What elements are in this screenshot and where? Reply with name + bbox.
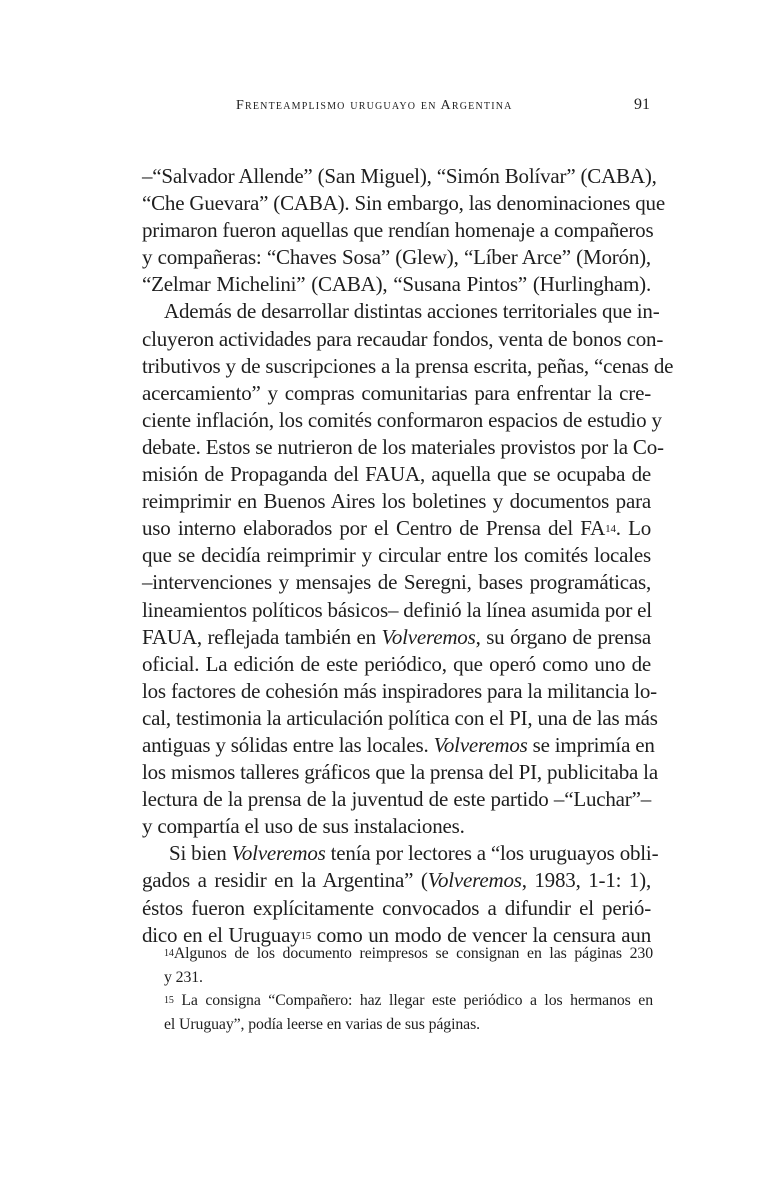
body-line: –intervenciones y mensajes de Seregni, bases programáticas, <box>142 570 651 595</box>
body-line: uso interno elaborados por el Centro de Prensa del FA$^{14}$. Lo <box>142 516 651 541</box>
italic-title: Volveremos <box>231 841 326 866</box>
body-line: y compartía el uso de sus instalaciones. <box>142 814 465 839</box>
body-line: y compañeras: “Chaves Sosa” (Glew), “Líber Arce” (Morón), <box>142 245 651 270</box>
body-text <box>142 163 674 949</box>
body-line: antiguas y sólidas entre las locales. Volveremos se imprimía en <box>142 732 655 757</box>
body-line: lineamientos políticos básicos– definió la línea asumida por el <box>142 597 652 622</box>
body-line: primaron fueron aquellas que rendían homenaje a compañeros <box>142 218 654 243</box>
body-line: gados a residir en la Argentina” (Volveremos, 1983, 1-1: 1), <box>142 868 651 893</box>
body-line: dico en el Uruguay$^{15}$ como un modo de vencer la censura aun <box>142 922 651 947</box>
italic-title: Volveremos <box>381 624 476 649</box>
body-line: acercamiento” y compras comunitarias para enfrentar la cre- <box>142 380 651 405</box>
body-line: que se decidía reimprimir y circular entre los comités locales <box>142 543 651 568</box>
body-line: lectura de la prensa de la juventud de este partido –“Luchar”– <box>142 787 651 812</box>
footnote-line: el Uruguay”, podía leerse en varias de sus páginas. <box>164 1015 480 1033</box>
footnote-line: $^{14}$Algunos de los documento reimpresos se consignan en las páginas 230 <box>164 945 653 962</box>
footnote-mark: 15 <box>164 995 174 1006</box>
body-line: los mismos talleres gráficos que la prensa del PI, publicitaba la <box>142 760 658 785</box>
body-line: misión de Propaganda del FAUA, aquella que se ocupaba de <box>142 462 651 487</box>
footnote-mark: 14 <box>164 948 174 959</box>
italic-title: Volveremos <box>427 868 522 893</box>
body-line: ciente inflación, los comités conformaron espacios de estudio y <box>142 407 662 432</box>
page-number: 91 <box>634 96 650 113</box>
footnote-reference: 15 <box>300 929 312 942</box>
footnote-line: $^{15}$ La consigna “Compañero: haz llegar este periódico a los hermanos en <box>164 992 653 1009</box>
body-line: los factores de cohesión más inspiradores para la militancia lo- <box>142 678 657 703</box>
footnote-line: y 231. <box>164 968 203 986</box>
body-line: cal, testimonia la articulación política con el PI, una de las más <box>142 705 658 730</box>
body-line: tributivos y de suscripciones a la prensa escrita, peñas, “cenas de <box>142 353 674 378</box>
body-line: Además de desarrollar distintas acciones territoriales que in- <box>164 299 660 324</box>
body-line: debate. Estos se nutrieron de los materiales provistos por la Co- <box>142 434 664 459</box>
running-header: Frenteamplismo uruguayo en Argentina <box>236 98 513 113</box>
body-line: Si bien Volveremos tenía por lectores a “los uruguayos obli- <box>169 841 659 866</box>
body-line: reimprimir en Buenos Aires los boletines y documentos para <box>142 489 651 514</box>
body-line: oficial. La edición de este periódico, que operó como uno de <box>142 651 651 676</box>
body-line: –“Salvador Allende” (San Miguel), “Simón Bolívar” (CABA), <box>142 164 657 188</box>
body-line: FAUA, reflejada también en Volveremos, su órgano de prensa <box>142 624 651 649</box>
body-line: éstos fueron explícitamente convocados a difundir el perió- <box>142 895 651 920</box>
footnotes <box>164 942 653 1036</box>
body-line: “Che Guevara” (CABA). Sin embargo, las denominaciones que <box>142 191 665 216</box>
body-line: cluyeron actividades para recaudar fondos, venta de bonos con- <box>142 326 664 351</box>
footnote-reference: 14 <box>605 523 616 536</box>
body-line: “Zelmar Michelini” (CABA), “Susana Pintos” (Hurlingham). <box>142 272 651 297</box>
italic-title: Volveremos <box>433 732 528 757</box>
